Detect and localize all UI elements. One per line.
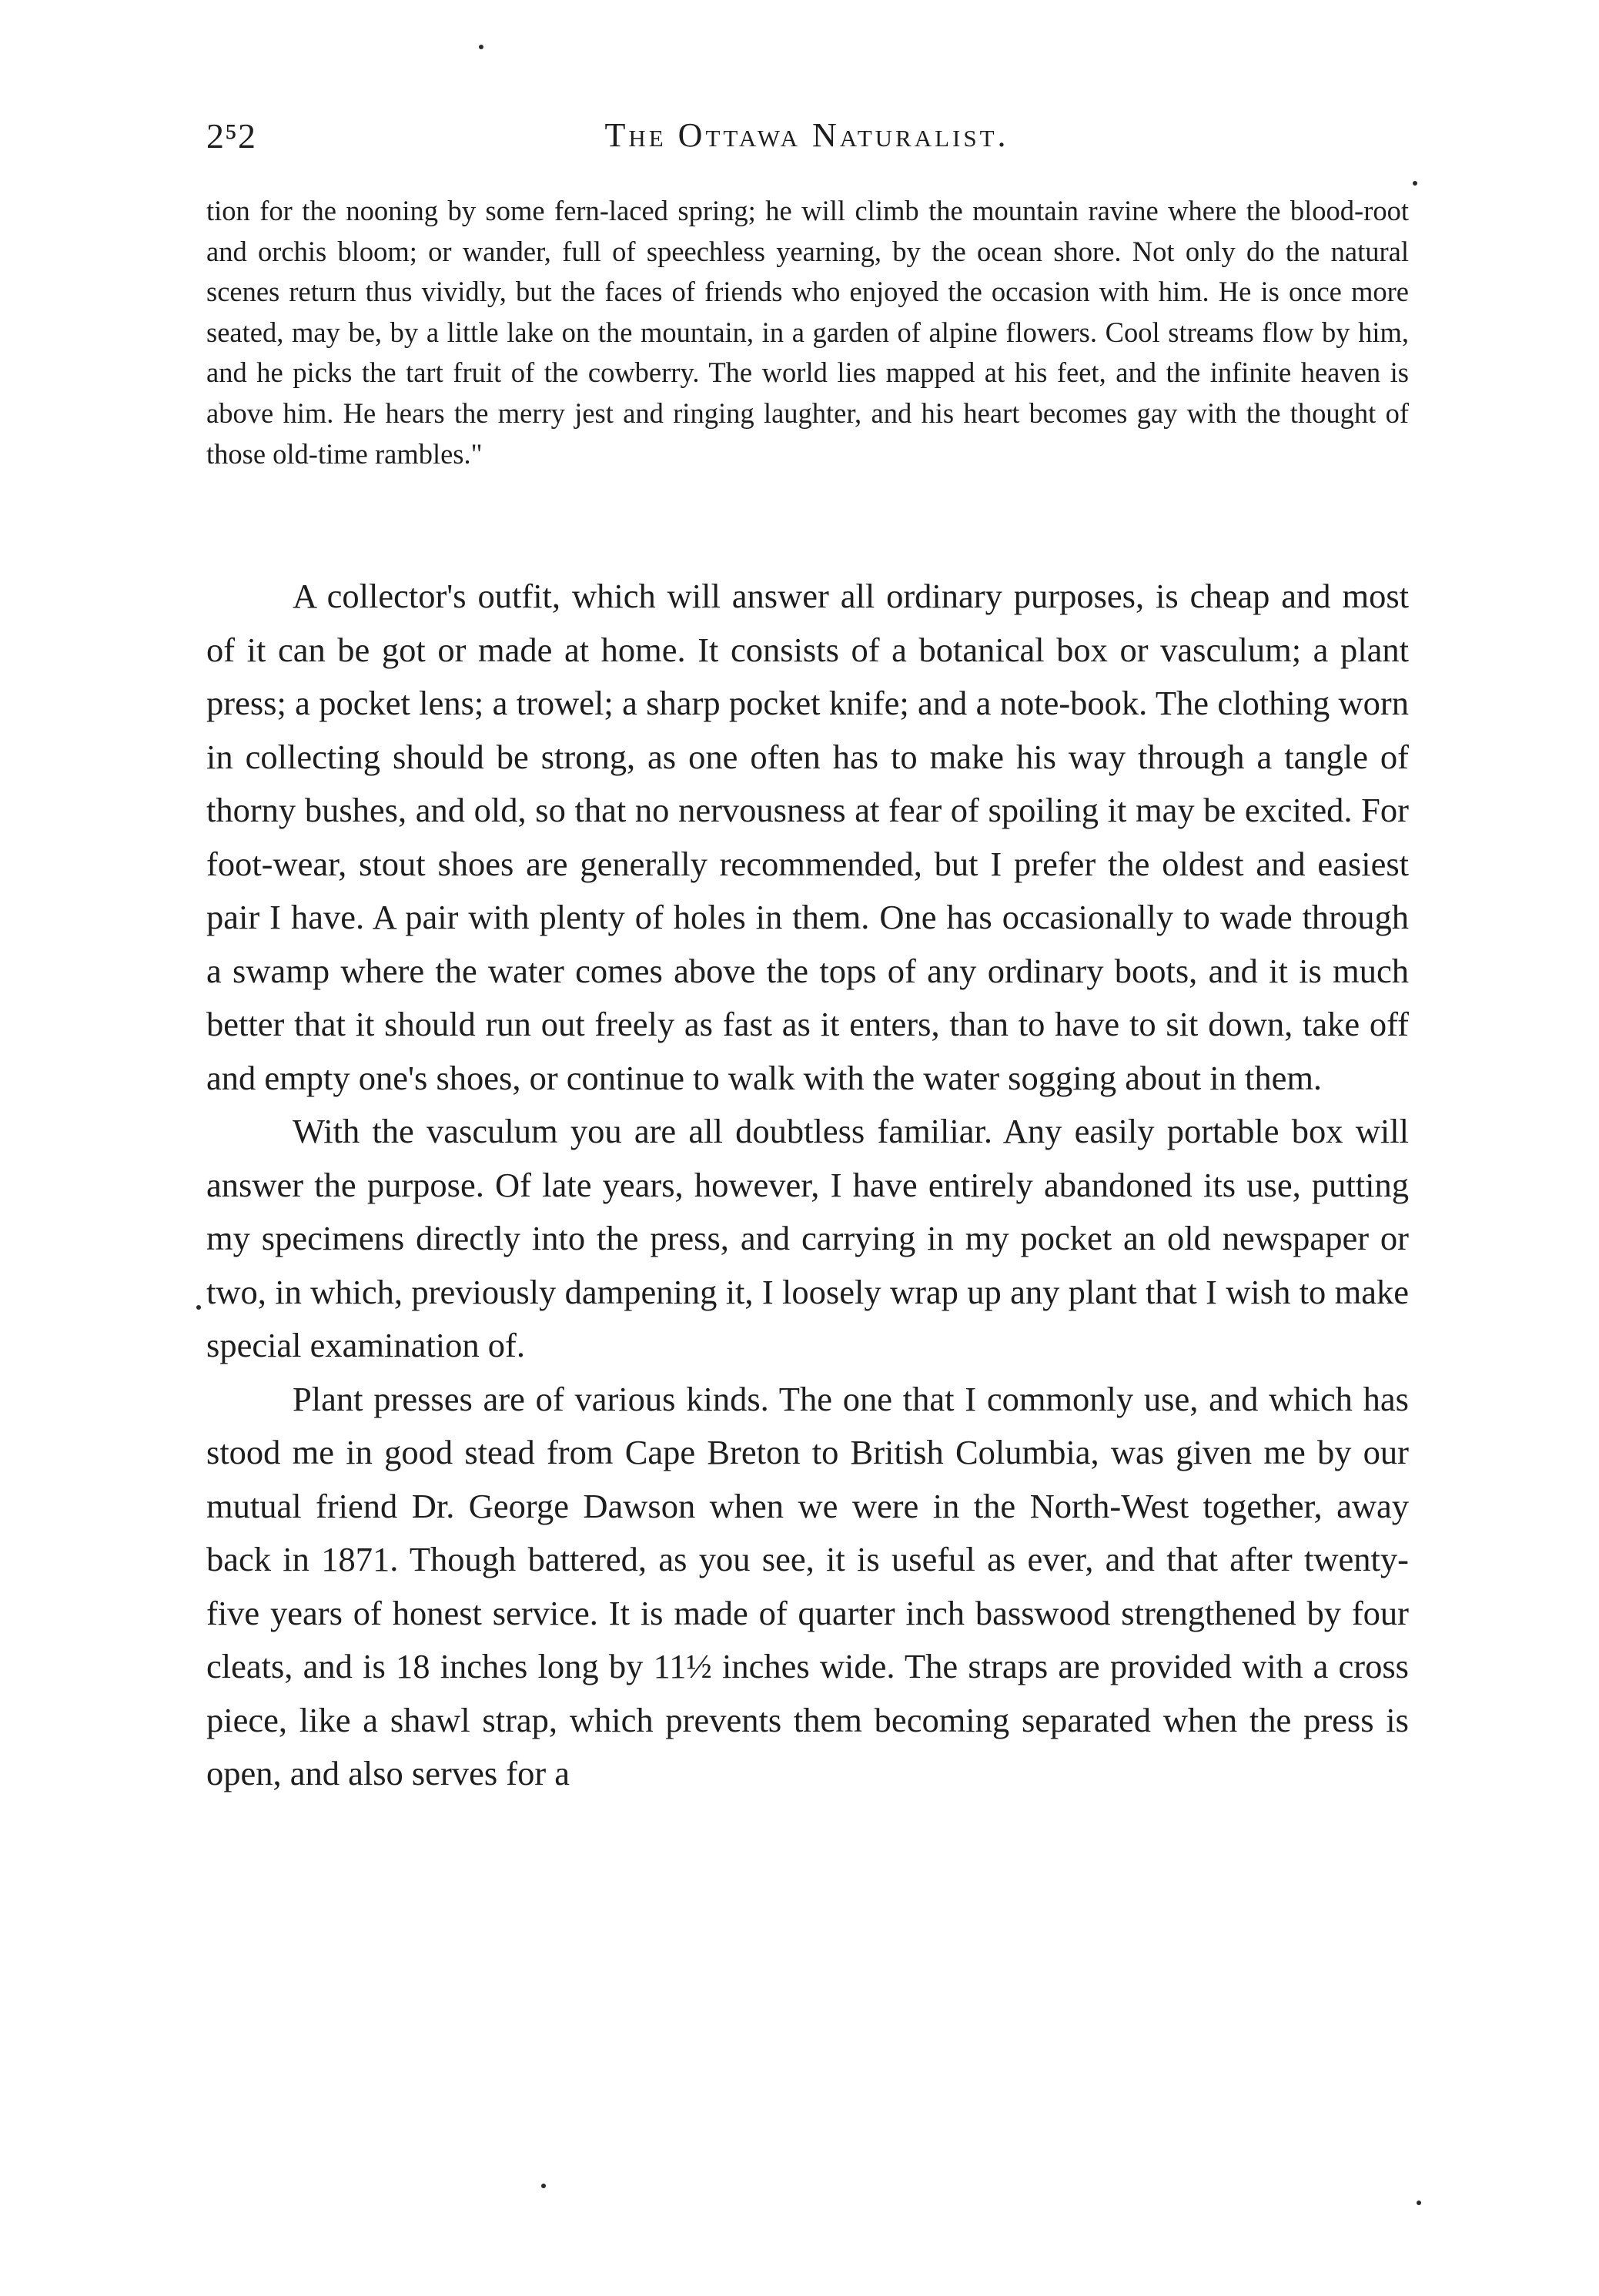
paragraph-collectors-outfit: A collector's outfit, which will answer all ordinary purposes, is cheap and most of it can be got or made at home. It consists of a botanical box or vasculum; a plant press; a pocket lens; a trowel; a sharp pocket knife; and a note-book. The clothing worn in collecting should be strong, as one often has to make his way through a tangle of thorny bushes, and old, so that no nervousness at fear of spoiling it may be excited. For foot-wear, stout shoes are generally recommended, but I prefer the oldest and easiest pair I have. A pair with plenty of holes in them. One has occasionally to wade through a swamp where the water comes above the tops of any ordinary boots, and it is much better that it should run out freely as fast as it enters, than to have to sit down, take off and empty one's shoes, or continue to walk with the water sogging about in them. [206,577,1409,1097]
print-speck [479,45,483,49]
paragraph-vasculum: With the vasculum you are all doubtless familiar. Any easily portable box will answer the purpose. Of late years, however, I have entirely abandoned its use, putting my specimens directly into the press, and carrying in my pocket an old newspaper or two, in which, previously dampening it, I loosely wrap up any plant that I wish to make special examination of. [206,1112,1409,1364]
running-title: The Ottawa Naturalist. [604,116,1009,154]
page-header [206,115,1407,162]
body-text [206,570,1409,1801]
page-number: 2⁵2 [206,116,257,156]
print-speck [1417,2201,1421,2205]
print-speck [196,1305,201,1310]
quoted-passage: tion for the nooning by some fern-laced spring; he will climb the mountain ravine where the blood-root and orchis bloom; or wander, full of speechless yearning, by the ocean shore. Not only do the natural scenes return thus vividly, but the faces of friends who enjoyed the occasion with him. He is once more seated, may be, by a little lake on the mountain, in a garden of alpine flowers. Cool streams flow by him, and he picks the tart fruit of the cowberry. The world lies mapped at his feet, and the infinite heaven is above him. He hears the merry jest and ringing laughter, and his heart becomes gay with the thought of those old-time rambles." [206,195,1409,470]
print-speck [541,2184,546,2188]
paragraph-plant-presses: Plant presses are of various kinds. The one that I commonly use, and which has stood me in good stead from Cape Breton to British Columbia, was given me by our mutual friend Dr. George Dawson when we were in the North-West together, away back in 1871. Though battered, as you see, it is useful as ever, and that after twenty-five years of honest service. It is made of quarter inch basswood strengthened by four cleats, and is 18 inches long by 11½ inches wide. The straps are provided with a cross piece, like a shawl strap, which prevents them becoming separated when the press is open, and also serves for a [206,1379,1409,1792]
print-speck [1413,181,1417,186]
